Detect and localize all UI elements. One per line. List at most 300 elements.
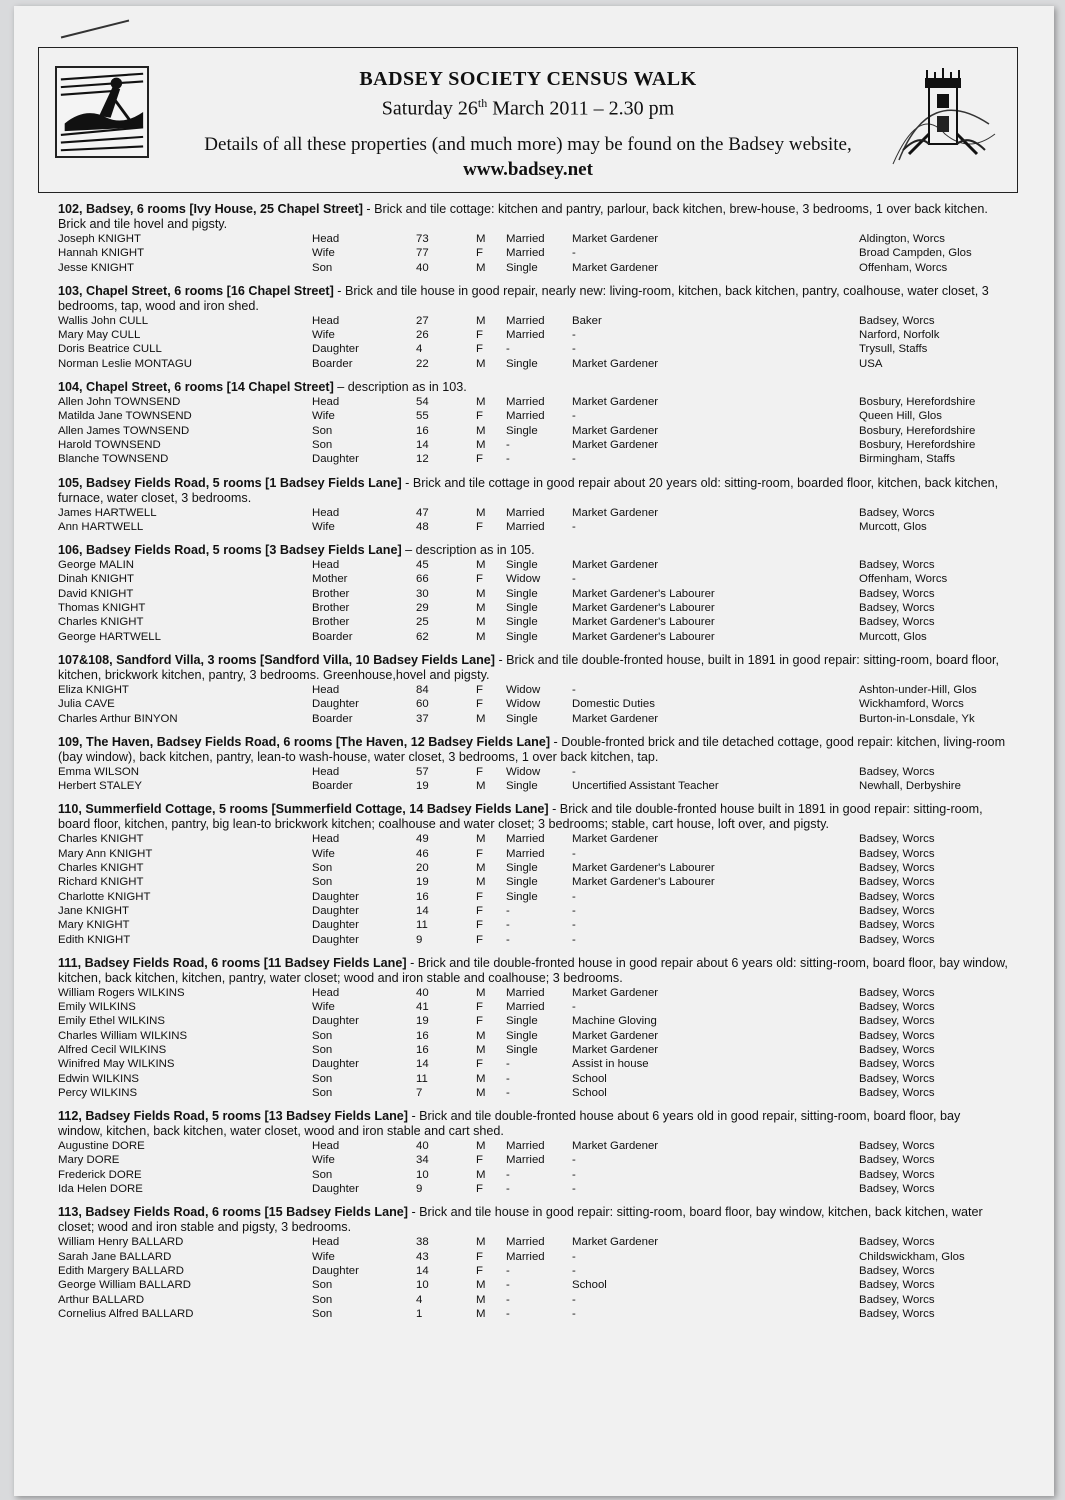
occupation: -: [572, 847, 576, 860]
event-date: [179, 96, 877, 121]
resident-row: [58, 558, 1008, 572]
property-address: 103, Chapel Street, 6 rooms [16 Chapel Street]: [58, 283, 334, 298]
occupation: -: [572, 247, 576, 260]
person-name: Harold TOWNSEND: [58, 438, 161, 451]
birthplace: Murcott, Glos: [859, 520, 927, 533]
condition: Married: [506, 847, 545, 860]
property-entry: [58, 802, 1008, 946]
condition: -: [506, 1168, 510, 1181]
property-description: [58, 653, 1008, 683]
resident-row: [58, 328, 1008, 342]
relation: Mother: [312, 573, 348, 586]
condition: Married: [506, 233, 545, 245]
occupation: Market Gardener: [572, 506, 659, 519]
sex: F: [476, 573, 483, 586]
property-entry: [58, 956, 1008, 1100]
resident-row: [58, 890, 1008, 904]
property-details: - Brick and tile house in good repair: sitting-room, board floor, bay window, kitchen, back kitchen, water closet; wood and iron stable and pigsty, 3 bedrooms.: [58, 1205, 983, 1235]
resident-row: [58, 1139, 1008, 1153]
occupation: Machine Gloving: [572, 1015, 657, 1028]
census-entries: [58, 202, 1008, 1330]
occupation: -: [572, 933, 576, 946]
occupation: Market Gardener: [572, 559, 659, 572]
age: 84: [416, 683, 429, 696]
resident-row: [58, 261, 1008, 275]
occupation: Market Gardener: [572, 261, 659, 274]
person-name: Ida Helen DORE: [58, 1183, 143, 1196]
age: 14: [416, 904, 429, 917]
condition: Single: [506, 712, 538, 725]
occupation: Market Gardener: [572, 1043, 659, 1056]
age: 48: [416, 520, 429, 533]
property-entry: [58, 476, 1008, 535]
person-name: George HARTWELL: [58, 630, 161, 643]
sex: M: [476, 357, 486, 370]
age: 41: [416, 1001, 429, 1014]
resident-row: [58, 1043, 1008, 1057]
relation: Son: [312, 1072, 333, 1085]
person-name: Joseph KNIGHT: [58, 233, 141, 245]
property-description: [58, 1205, 1008, 1235]
resident-row: [58, 520, 1008, 534]
occupation: School: [572, 1279, 607, 1292]
occupation: Market Gardener: [572, 1236, 659, 1249]
person-name: Emma WILSON: [58, 765, 140, 778]
person-name: Charles William WILKINS: [58, 1029, 188, 1042]
condition: -: [506, 1307, 510, 1320]
birthplace: Badsey, Worcs: [859, 1236, 935, 1249]
birthplace: Badsey, Worcs: [859, 1140, 935, 1153]
age: 29: [416, 602, 429, 615]
birthplace: Badsey, Worcs: [859, 1001, 935, 1014]
header-box: [38, 47, 1018, 193]
relation: Boarder: [312, 630, 353, 643]
person-name: Thomas KNIGHT: [58, 602, 146, 615]
relation: Wife: [312, 247, 335, 260]
resident-row: [58, 875, 1008, 889]
occupation: Market Gardener's Labourer: [572, 876, 715, 889]
condition: Married: [506, 506, 545, 519]
person-name: Charles KNIGHT: [58, 833, 144, 846]
property-description: [58, 1109, 1008, 1139]
sex: F: [476, 329, 483, 342]
occupation: -: [572, 1168, 576, 1181]
relation: Head: [312, 1236, 340, 1249]
birthplace: Newhall, Derbyshire: [859, 780, 961, 793]
resident-row: [58, 1250, 1008, 1264]
condition: -: [506, 1183, 510, 1196]
occupation: Market Gardener: [572, 396, 659, 409]
condition: Single: [506, 587, 538, 600]
person-name: Julia CAVE: [58, 698, 115, 711]
condition: Married: [506, 314, 545, 327]
birthplace: Badsey, Worcs: [859, 602, 935, 615]
page-title: BADSEY SOCIETY CENSUS WALK: [359, 68, 697, 90]
occupation: Uncertified Assistant Teacher: [572, 780, 719, 793]
property-address: 112, Badsey Fields Road, 5 rooms [13 Badsey Fields Lane]: [58, 1109, 408, 1124]
age: 16: [416, 1043, 429, 1056]
occupation: Market Gardener: [572, 833, 659, 846]
age: 57: [416, 765, 429, 778]
age: 34: [416, 1154, 429, 1167]
resident-row: [58, 779, 1008, 793]
sex: M: [476, 559, 486, 572]
occupation: -: [572, 1250, 576, 1263]
birthplace: Bosbury, Herefordshire: [859, 438, 976, 451]
occupation: Market Gardener's Labourer: [572, 602, 715, 615]
age: 4: [416, 343, 423, 356]
person-name: Edith KNIGHT: [58, 933, 131, 946]
property-description: [58, 380, 1008, 395]
sex: M: [476, 1072, 486, 1085]
birthplace: Badsey, Worcs: [859, 506, 935, 519]
sex: M: [476, 1293, 486, 1306]
sex: M: [476, 876, 486, 889]
date-suffix: March 2011 – 2.30 pm: [487, 97, 675, 120]
property-address: 107&108, Sandford Villa, 3 rooms [Sandford Villa, 10 Badsey Fields Lane]: [58, 652, 495, 667]
person-name: Jesse KNIGHT: [58, 261, 134, 274]
age: 40: [416, 986, 429, 999]
age: 45: [416, 559, 429, 572]
condition: -: [506, 933, 510, 946]
relation: Head: [312, 506, 340, 519]
resident-row: [58, 615, 1008, 629]
condition: Married: [506, 329, 545, 342]
birthplace: Badsey, Worcs: [859, 1279, 935, 1292]
birthplace: Badsey, Worcs: [859, 1168, 935, 1181]
sex: M: [476, 712, 486, 725]
age: 77: [416, 247, 429, 260]
person-name: Arthur BALLARD: [58, 1293, 145, 1306]
condition: Widow: [506, 765, 541, 778]
resident-row: [58, 832, 1008, 846]
sex: M: [476, 314, 486, 327]
condition: Single: [506, 261, 538, 274]
condition: Married: [506, 1140, 545, 1153]
resident-row: [58, 409, 1008, 423]
sex: F: [476, 1183, 483, 1196]
sex: F: [476, 1264, 483, 1277]
birthplace: Burton-in-Lonsdale, Yk: [859, 712, 975, 725]
sex: F: [476, 247, 483, 260]
birthplace: Badsey, Worcs: [859, 314, 935, 327]
relation: Daughter: [312, 890, 359, 903]
age: 62: [416, 630, 429, 643]
relation: Daughter: [312, 1183, 359, 1196]
resident-row: [58, 587, 1008, 601]
property-address: 106, Badsey Fields Road, 5 rooms [3 Badsey Fields Lane]: [58, 543, 402, 558]
age: 40: [416, 1140, 429, 1153]
condition: -: [506, 343, 510, 356]
condition: Married: [506, 833, 545, 846]
property-details: - Brick and tile house in good repair, nearly new: living-room, kitchen, back kitchen, pantry, coalhouse, water closet, 3 bedrooms, tap, wood and iron shed.: [58, 283, 989, 313]
relation: Head: [312, 833, 340, 846]
age: 20: [416, 862, 429, 875]
birthplace: Badsey, Worcs: [859, 933, 935, 946]
resident-row: [58, 1029, 1008, 1043]
details-note: [189, 132, 867, 182]
property-entry: [58, 380, 1008, 466]
relation: Son: [312, 862, 333, 875]
birthplace: Badsey, Worcs: [859, 833, 935, 846]
occupation: -: [572, 765, 576, 778]
person-name: Charles KNIGHT: [58, 616, 144, 629]
relation: Brother: [312, 587, 350, 600]
relation: Daughter: [312, 933, 359, 946]
condition: Married: [506, 396, 545, 409]
occupation: -: [572, 1154, 576, 1167]
sex: F: [476, 343, 483, 356]
condition: Widow: [506, 683, 541, 696]
birthplace: Badsey, Worcs: [859, 1264, 935, 1277]
sex: M: [476, 780, 486, 793]
birthplace: Badsey, Worcs: [859, 890, 935, 903]
property-details: - Brick and tile double-fronted house in good repair about 6 years old: sitting-room, board floor, bay window, kitchen, back kitchen, kitchen, pantry, water closet; wood and iron stable and coalhouse; 3 bedrooms.: [58, 955, 1008, 985]
birthplace: Aldington, Worcs: [859, 233, 945, 245]
birthplace: Murcott, Glos: [859, 630, 927, 643]
resident-row: [58, 357, 1008, 371]
sex: F: [476, 904, 483, 917]
age: 47: [416, 506, 429, 519]
sex: M: [476, 1307, 486, 1320]
relation: Head: [312, 683, 340, 696]
property-entry: [58, 1109, 1008, 1196]
person-name: Sarah Jane BALLARD: [58, 1250, 172, 1263]
age: 10: [416, 1168, 429, 1181]
sex: M: [476, 506, 486, 519]
condition: Single: [506, 1015, 538, 1028]
resident-row: [58, 1014, 1008, 1028]
person-name: Hannah KNIGHT: [58, 247, 145, 260]
resident-row: [58, 1264, 1008, 1278]
relation: Daughter: [312, 1058, 359, 1071]
property-description: [58, 202, 1008, 232]
age: 22: [416, 357, 429, 370]
sex: M: [476, 396, 486, 409]
occupation: -: [572, 573, 576, 586]
sex: M: [476, 986, 486, 999]
occupation: -: [572, 1183, 576, 1196]
occupation: Baker: [572, 314, 602, 327]
relation: Daughter: [312, 453, 359, 466]
sex: F: [476, 765, 483, 778]
relation: Son: [312, 1279, 333, 1292]
property-description: [58, 956, 1008, 986]
sex: M: [476, 233, 486, 245]
resident-row: [58, 452, 1008, 466]
relation: Head: [312, 1140, 340, 1153]
society-logo-icon: [55, 66, 149, 158]
occupation: School: [572, 1072, 607, 1085]
age: 30: [416, 587, 429, 600]
birthplace: Badsey, Worcs: [859, 1086, 935, 1099]
resident-row: [58, 933, 1008, 947]
person-name: Charles Arthur BINYON: [58, 712, 178, 725]
relation: Brother: [312, 602, 350, 615]
relation: Boarder: [312, 357, 353, 370]
person-name: Norman Leslie MONTAGU: [58, 357, 192, 370]
birthplace: Badsey, Worcs: [859, 1029, 935, 1042]
relation: Head: [312, 233, 340, 245]
age: 14: [416, 1058, 429, 1071]
pen-mark: [61, 20, 129, 39]
property-description: [58, 735, 1008, 765]
condition: -: [506, 1293, 510, 1306]
condition: Single: [506, 630, 538, 643]
condition: Married: [506, 410, 545, 423]
age: 49: [416, 833, 429, 846]
relation: Son: [312, 876, 333, 889]
occupation: Market Gardener: [572, 357, 659, 370]
resident-row: [58, 1182, 1008, 1196]
website-link[interactable]: www.badsey.net: [463, 159, 593, 180]
age: 66: [416, 573, 429, 586]
relation: Wife: [312, 1250, 335, 1263]
resident-row: [58, 1168, 1008, 1182]
person-name: Charlotte KNIGHT: [58, 890, 151, 903]
occupation: -: [572, 410, 576, 423]
relation: Head: [312, 765, 340, 778]
sex: M: [476, 1140, 486, 1153]
sex: F: [476, 520, 483, 533]
age: 46: [416, 847, 429, 860]
relation: Son: [312, 1307, 333, 1320]
person-name: Mary May CULL: [58, 329, 141, 342]
occupation: Market Gardener: [572, 233, 659, 245]
relation: Daughter: [312, 919, 359, 932]
person-name: David KNIGHT: [58, 587, 134, 600]
sex: M: [476, 862, 486, 875]
birthplace: Badsey, Worcs: [859, 1043, 935, 1056]
property-entry: [58, 653, 1008, 726]
property-description: [58, 543, 1008, 558]
person-name: Allen John TOWNSEND: [58, 396, 181, 409]
sex: F: [476, 1001, 483, 1014]
relation: Wife: [312, 520, 335, 533]
age: 19: [416, 876, 429, 889]
birthplace: Offenham, Worcs: [859, 261, 948, 274]
person-name: James HARTWELL: [58, 506, 157, 519]
age: 14: [416, 1264, 429, 1277]
occupation: -: [572, 683, 576, 696]
person-name: Edith Margery BALLARD: [58, 1264, 184, 1277]
age: 60: [416, 698, 429, 711]
condition: -: [506, 1072, 510, 1085]
age: 9: [416, 933, 423, 946]
condition: Single: [506, 1029, 538, 1042]
occupation: Market Gardener's Labourer: [572, 630, 715, 643]
condition: Single: [506, 602, 538, 615]
age: 10: [416, 1279, 429, 1292]
sex: M: [476, 424, 486, 437]
resident-row: [58, 1278, 1008, 1292]
resident-row: [58, 1307, 1008, 1321]
church-tower-icon: [889, 64, 999, 168]
sex: M: [476, 1236, 486, 1249]
property-details: – description as in 103.: [333, 380, 467, 395]
person-name: Cornelius Alfred BALLARD: [58, 1307, 194, 1320]
property-address: 102, Badsey, 6 rooms [Ivy House, 25 Chapel Street]: [58, 202, 363, 216]
resident-row: [58, 1235, 1008, 1249]
condition: Married: [506, 1250, 545, 1263]
property-details: - Double-fronted brick and tile detached cottage, good repair: kitchen, living-room (bay window), back kitchen, pantry, lean-to wash-house, water closet, 3 bedrooms, 1 over back kitchen, tap.: [58, 734, 1006, 764]
person-name: Edwin WILKINS: [58, 1072, 140, 1085]
condition: -: [506, 1264, 510, 1277]
age: 11: [416, 1072, 428, 1085]
relation: Daughter: [312, 343, 359, 356]
birthplace: Badsey, Worcs: [859, 876, 935, 889]
property-details: - Brick and tile double-fronted house built in 1891 in good repair: sitting-room, board floor, kitchen, pantry, big lean-to brickwork kitchen; coalhouse and water closet; 3 bedrooms; stable, cart house, loft over, and pigsty.: [58, 802, 983, 832]
property-details: – description as in 105.: [401, 543, 535, 558]
resident-row: [58, 1153, 1008, 1167]
property-entry: [58, 735, 1008, 794]
relation: Son: [312, 1086, 333, 1099]
resident-row: [58, 438, 1008, 452]
person-name: Emily Ethel WILKINS: [58, 1015, 165, 1028]
birthplace: Badsey, Worcs: [859, 1183, 935, 1196]
age: 16: [416, 1029, 429, 1042]
person-name: Alfred Cecil WILKINS: [58, 1043, 167, 1056]
sex: F: [476, 1250, 483, 1263]
document-page: [14, 6, 1054, 1496]
sex: M: [476, 1043, 486, 1056]
date-prefix: Saturday 26: [381, 97, 478, 120]
birthplace: Badsey, Worcs: [859, 1015, 935, 1028]
occupation: Market Gardener's Labourer: [572, 587, 715, 600]
relation: Son: [312, 1029, 333, 1042]
resident-row: [58, 572, 1008, 586]
sex: M: [476, 602, 486, 615]
resident-row: [58, 847, 1008, 861]
birthplace: Badsey, Worcs: [859, 1072, 935, 1085]
birthplace: Ashton-under-Hill, Glos: [859, 683, 977, 696]
person-name: Ann HARTWELL: [58, 520, 144, 533]
age: 4: [416, 1293, 423, 1306]
age: 40: [416, 261, 429, 274]
condition: Single: [506, 559, 538, 572]
resident-row: [58, 342, 1008, 356]
condition: -: [506, 904, 510, 917]
person-name: George William BALLARD: [58, 1279, 191, 1292]
condition: Married: [506, 1154, 545, 1167]
age: 1: [416, 1307, 423, 1320]
sex: M: [476, 833, 486, 846]
sex: F: [476, 1154, 483, 1167]
sex: F: [476, 890, 483, 903]
resident-row: [58, 765, 1008, 779]
age: 11: [416, 919, 428, 932]
property-entry: [58, 202, 1008, 275]
person-name: Mary Ann KNIGHT: [58, 847, 153, 860]
birthplace: Badsey, Worcs: [859, 587, 935, 600]
relation: Son: [312, 424, 333, 437]
person-name: Frederick DORE: [58, 1168, 142, 1181]
property-entry: [58, 284, 1008, 371]
condition: -: [506, 919, 510, 932]
occupation: -: [572, 919, 576, 932]
occupation: Market Gardener: [572, 1029, 659, 1042]
relation: Daughter: [312, 904, 359, 917]
age: 9: [416, 1183, 423, 1196]
occupation: -: [572, 329, 576, 342]
property-description: [58, 284, 1008, 314]
birthplace: Badsey, Worcs: [859, 1154, 935, 1167]
sex: F: [476, 933, 483, 946]
condition: Married: [506, 1236, 545, 1249]
relation: Daughter: [312, 1015, 359, 1028]
sex: M: [476, 1029, 486, 1042]
property-details: - Brick and tile double-fronted house, built in 1891 in good repair: sitting-room, board floor, kitchen, brickwork kitchen, pantry, 3 bedrooms. Greenhouse,hovel and pigsty.: [58, 652, 1000, 682]
